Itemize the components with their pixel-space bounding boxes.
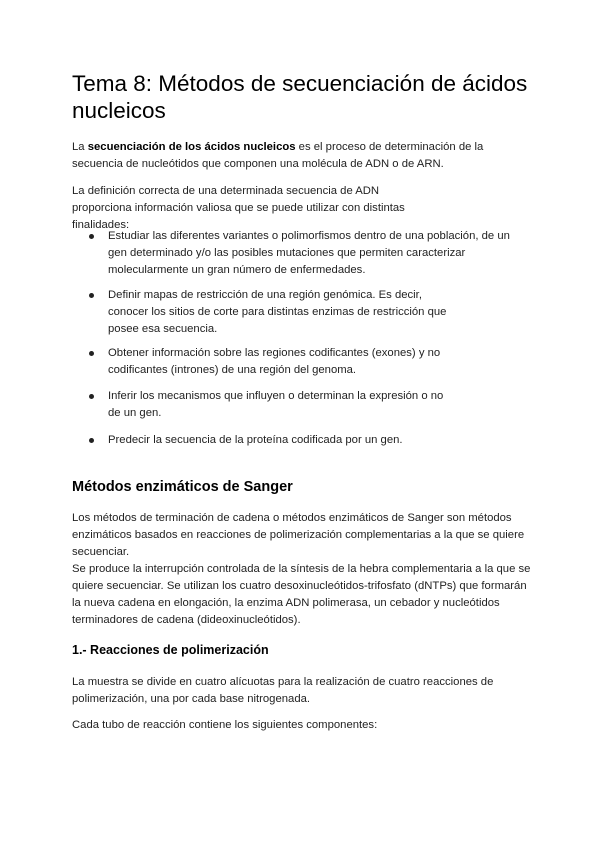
polymerization-paragraph-2: Cada tubo de reacción contiene los siguientes componentes:	[72, 719, 378, 731]
intro-prefix: La	[72, 141, 88, 153]
bullet-icon	[89, 234, 94, 239]
intro-suffix: es el proceso de determinación de la secuencia de nucleótidos que componen una molécula de ADN o de ARN.	[72, 141, 484, 170]
section-heading-polymerization: 1.- Reacciones de polimerización	[72, 643, 269, 657]
list-item-text: Obtener información sobre las regiones codificantes (exones) y no codificantes (intrones) de una región del genoma.	[108, 347, 441, 376]
definition-paragraph: La definición correcta de una determinada secuencia de ADN proporciona información valiosa que se puede utilizar con distintas finalidades:	[72, 185, 405, 231]
section-heading-sanger: Métodos enzimáticos de Sanger	[72, 479, 293, 495]
list-item-text: Estudiar las diferentes variantes o polimorfismos dentro de una población, de un gen determinado y/o las posibles mutaciones que permiten caracterizar molecularmente un gran número de enfermedades.	[108, 230, 510, 276]
bullet-icon	[89, 394, 94, 399]
polymerization-paragraph-1: La muestra se divide en cuatro alícuotas para la realización de cuatro reacciones de polimerización, una por cada base nitrogenada.	[72, 676, 494, 705]
bullet-icon	[89, 438, 94, 443]
intro-bold-term: secuenciación de los ácidos nucleicos	[87, 141, 296, 153]
sanger-paragraph-2: Se produce la interrupción controlada de la síntesis de la hebra complementaria a la que se quiere secuenciar. Se utilizan los cuatro desoxinucleótidos-trifosfato (dNTPs) que formarán la nueva cadena en elongación, la enzima ADN polimerasa, un cebador y nucleótidos terminadores de cadena (dideoxinucleótidos).	[72, 563, 531, 626]
bullet-icon	[89, 293, 94, 298]
list-item	[108, 228, 528, 279]
list-item	[108, 345, 448, 379]
list-item-text: Predecir la secuencia de la proteína codificada por un gen.	[108, 434, 403, 446]
list-item	[108, 287, 458, 338]
list-item-text: Inferir los mecanismos que influyen o determinan la expresión o no de un gen.	[108, 390, 444, 419]
bullet-icon	[89, 351, 94, 356]
page-title: Tema 8: Métodos de secuenciación de ácidos nucleicos	[72, 71, 528, 123]
list-item	[108, 432, 528, 449]
list-item-text: Definir mapas de restricción de una región genómica. Es decir, conocer los sitios de corte para distintas enzimas de restricción que posee esa secuencia.	[108, 289, 447, 335]
list-item	[108, 388, 453, 422]
intro-paragraph	[72, 139, 532, 173]
sanger-paragraph-1: Los métodos de terminación de cadena o métodos enzimáticos de Sanger son métodos enzimáticos basados en reacciones de polimerización complementarias a la que se quiere secuenciar.	[72, 512, 525, 558]
